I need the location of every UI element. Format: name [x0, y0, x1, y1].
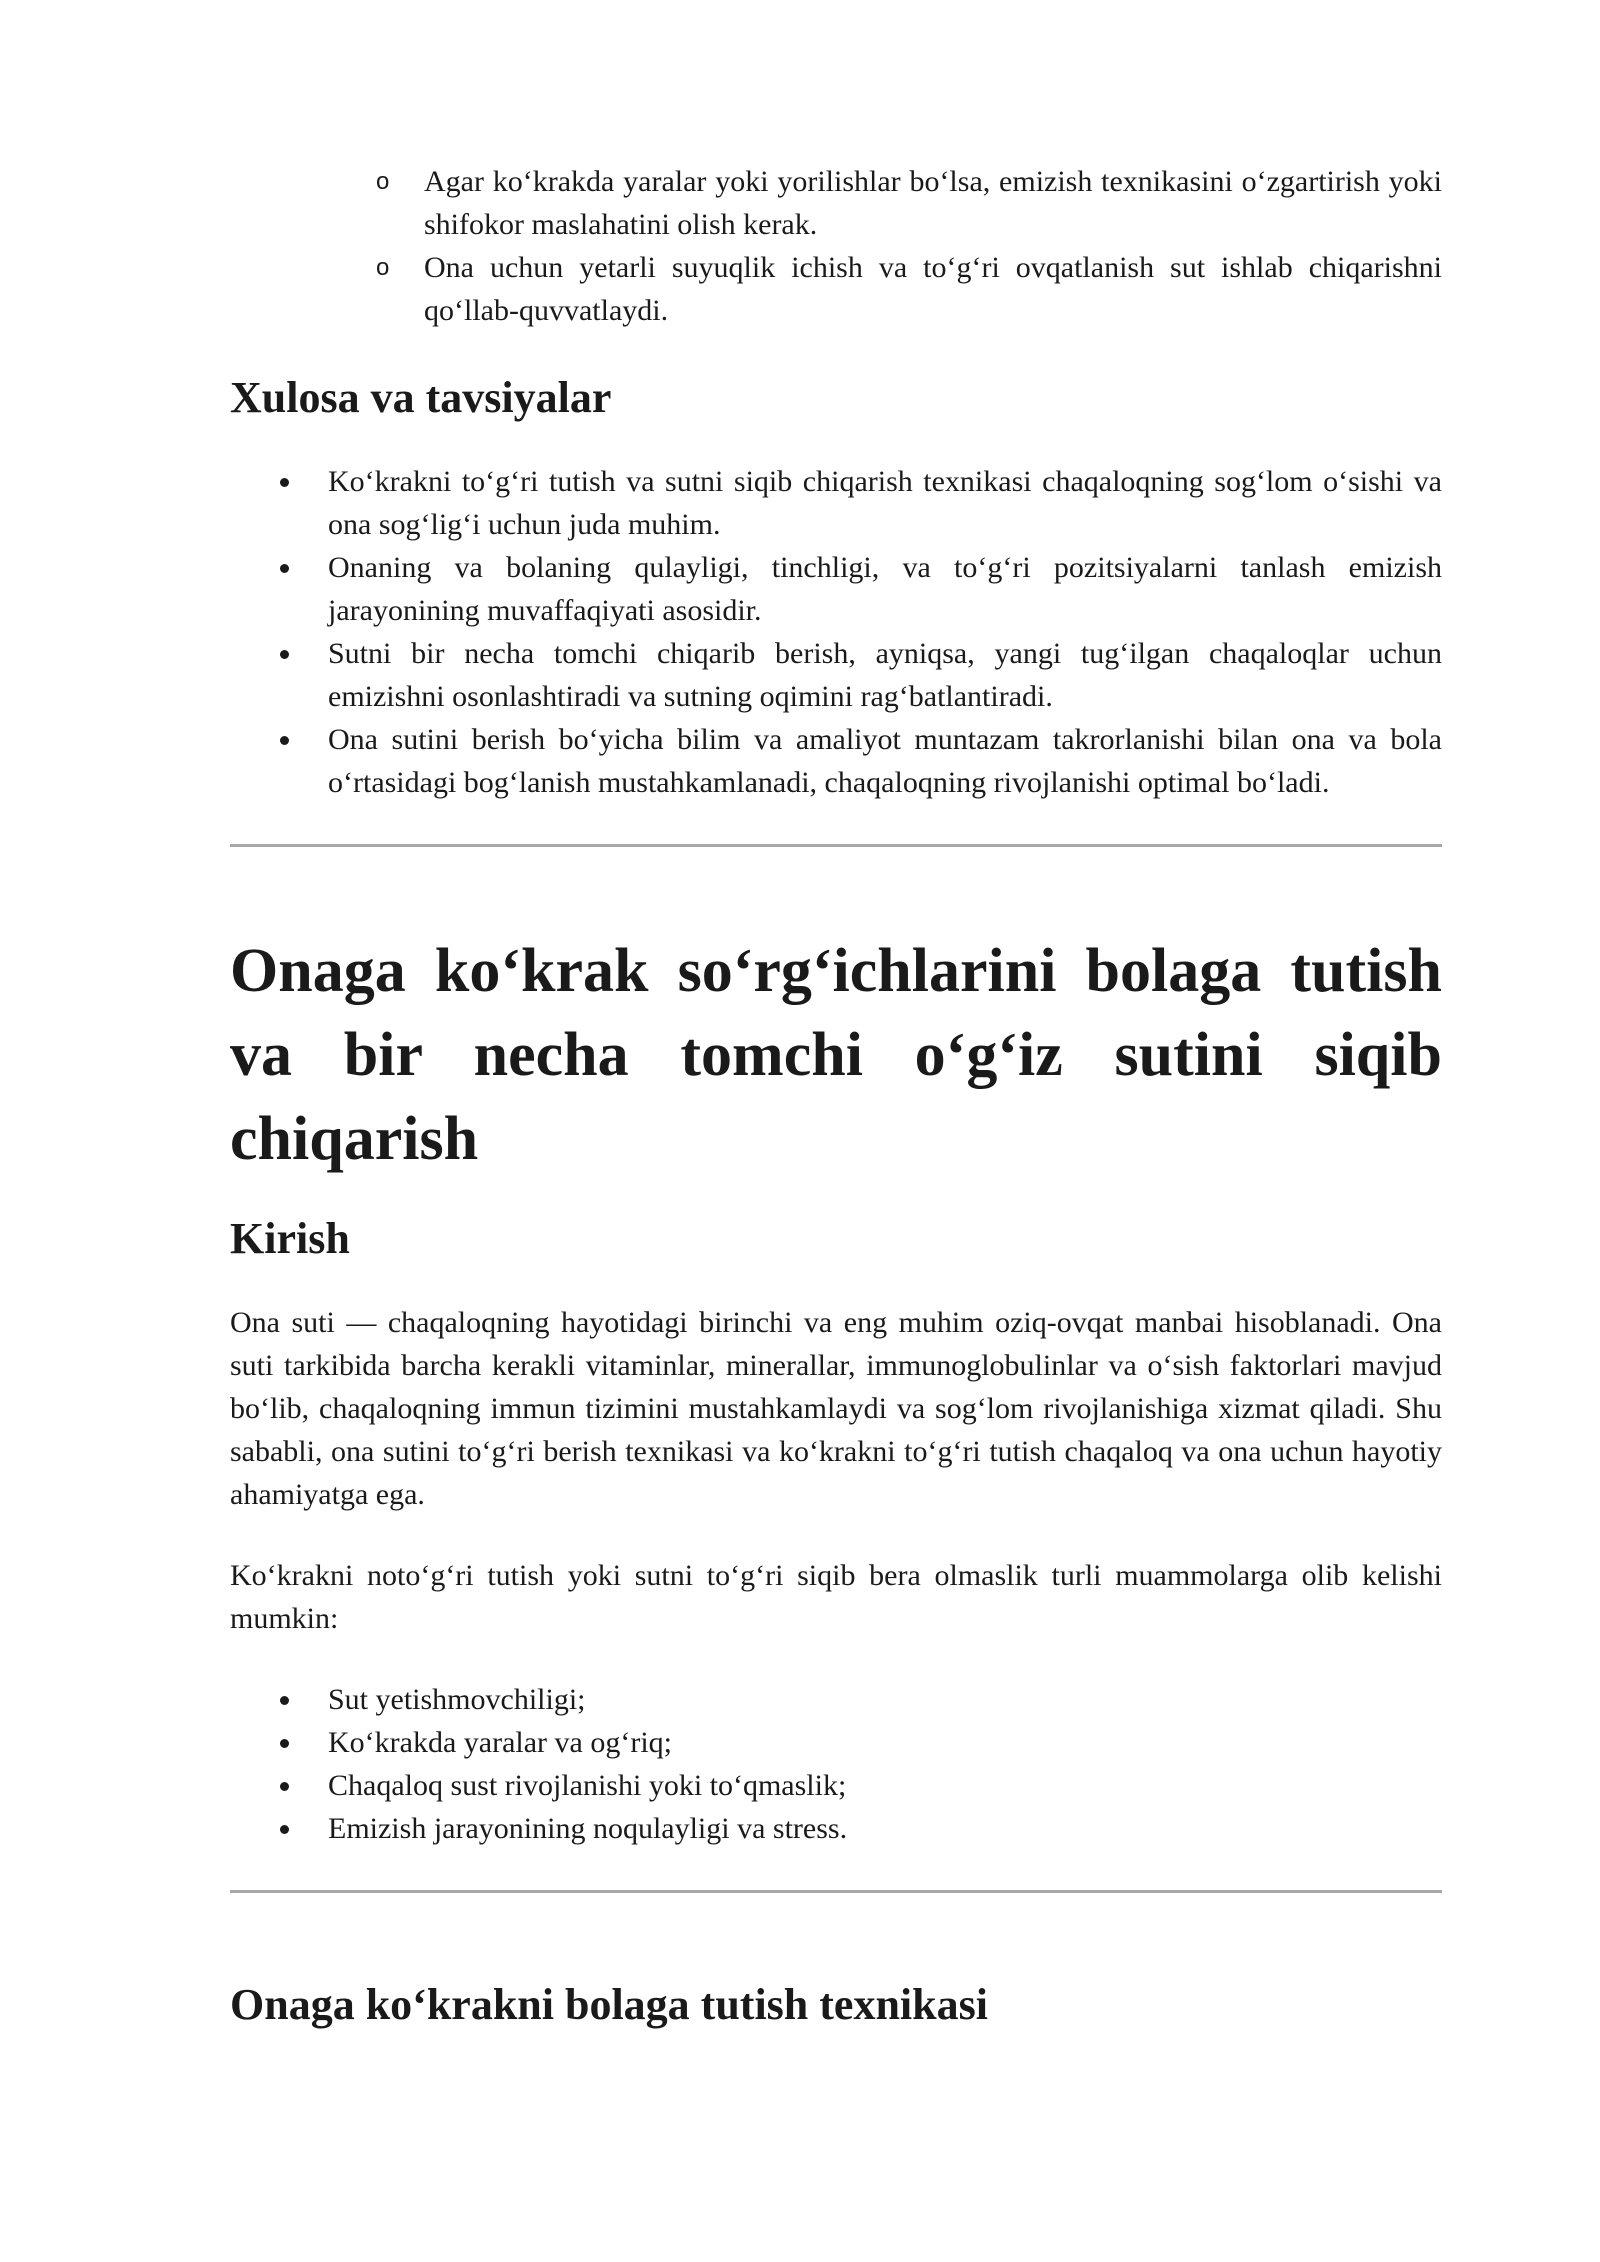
list-item: [230, 1807, 1442, 1850]
list-item-text: Sut yetishmovchiligi;: [328, 1683, 586, 1716]
list-item-text: Sutni bir necha tomchi chiqarib berish, ayniqsa, yangi tug‘ilgan chaqaloqlar uchun emizishni osonlashtiradi va sutning oqimini rag‘batlantiradi.: [328, 637, 1442, 713]
list-item: [230, 460, 1442, 546]
list-item-text: Ko‘krakni to‘g‘ri tutish va sutni siqib chiqarish texnikasi chaqaloqning sog‘lom o‘sishi va ona sog‘lig‘i uchun juda muhim.: [328, 465, 1442, 541]
hollow-circle-bullet: o: [376, 168, 390, 195]
sub-list-item-text: Agar ko‘krakda yaralar yoki yorilishlar bo‘lsa, emizish texnikasini o‘zgartirish yoki shifokor maslahatini olish kerak.: [424, 165, 1442, 241]
bullet-dot: [280, 650, 289, 659]
conclusion-list: [230, 460, 1442, 804]
sub-list-item: [230, 246, 1442, 332]
sub-list-item: [230, 160, 1442, 246]
list-item: [230, 1678, 1442, 1721]
problems-list: [230, 1678, 1442, 1850]
bullet-dot: [280, 1825, 289, 1834]
list-item-text: Ko‘krakda yaralar va og‘riq;: [328, 1726, 673, 1759]
document-page: [230, 160, 1442, 2033]
continued-sub-list: [230, 160, 1442, 332]
list-item-text: Onaning va bolaning qulayligi, tinchligi, va to‘g‘ri pozitsiyalarni tanlash emizish jarayonining muvaffaqiyati asosidir.: [328, 551, 1442, 627]
intro-heading: Kirish: [230, 1214, 350, 1263]
conclusion-heading: Xulosa va tavsiyalar: [230, 373, 612, 422]
section-divider: [230, 844, 1442, 847]
list-item-text: Ona sutini berish bo‘yicha bilim va amaliyot muntazam takrorlanishi bilan ona va bola o‘rtasidagi bog‘lanish mustahkamlanadi, chaqaloqning rivojlanishi optimal bo‘ladi.: [328, 723, 1442, 799]
bullet-dot: [280, 1782, 289, 1791]
list-item-text: Emizish jarayonining noqulayligi va stress.: [328, 1812, 848, 1845]
intro-paragraph-2: Ko‘krakni noto‘g‘ri tutish yoki sutni to‘g‘ri siqib bera olmaslik turli muammolarga olib kelishi mumkin:: [230, 1559, 1442, 1635]
list-item: [230, 718, 1442, 804]
bullet-dot: [280, 736, 289, 745]
list-item: [230, 1764, 1442, 1807]
intro-paragraph-1: Ona suti — chaqaloqning hayotidagi birinchi va eng muhim oziq-ovqat manbai hisoblanadi. Ona suti tarkibida barcha kerakli vitaminlar, minerallar, immunoglobulinlar va o‘sish faktorlari mavjud bo‘lib, chaqaloqning immun tizimini mustahkamlaydi va sog‘lom rivojlanishiga xizmat qiladi. Shu sababli, ona sutini to‘g‘ri berish texnikasi va ko‘krakni to‘g‘ri tutish chaqaloq va ona uchun hayotiy ahamiyatga ega.: [230, 1306, 1442, 1511]
sub-list-item-text: Ona uchun yetarli suyuqlik ichish va to‘g‘ri ovqatlanish sut ishlab chiqarishni qo‘llab-quvvatlaydi.: [424, 251, 1442, 327]
bullet-dot: [280, 1739, 289, 1748]
section-divider: [230, 1890, 1442, 1893]
bullet-dot: [280, 1696, 289, 1705]
list-item-text: Chaqaloq sust rivojlanishi yoki to‘qmaslik;: [328, 1769, 847, 1802]
list-item: [230, 1721, 1442, 1764]
list-item: [230, 632, 1442, 718]
bullet-dot: [280, 564, 289, 573]
technique-heading: Onaga ko‘krakni bolaga tutish texnikasi: [230, 1980, 988, 2029]
hollow-circle-bullet: o: [376, 254, 390, 281]
main-title: Onaga ko‘krak so‘rg‘ichlarini bolaga tutish va bir necha tomchi o‘g‘iz sutini siqib chiqarish: [230, 937, 1442, 1173]
bullet-dot: [280, 478, 289, 487]
list-item: [230, 546, 1442, 632]
